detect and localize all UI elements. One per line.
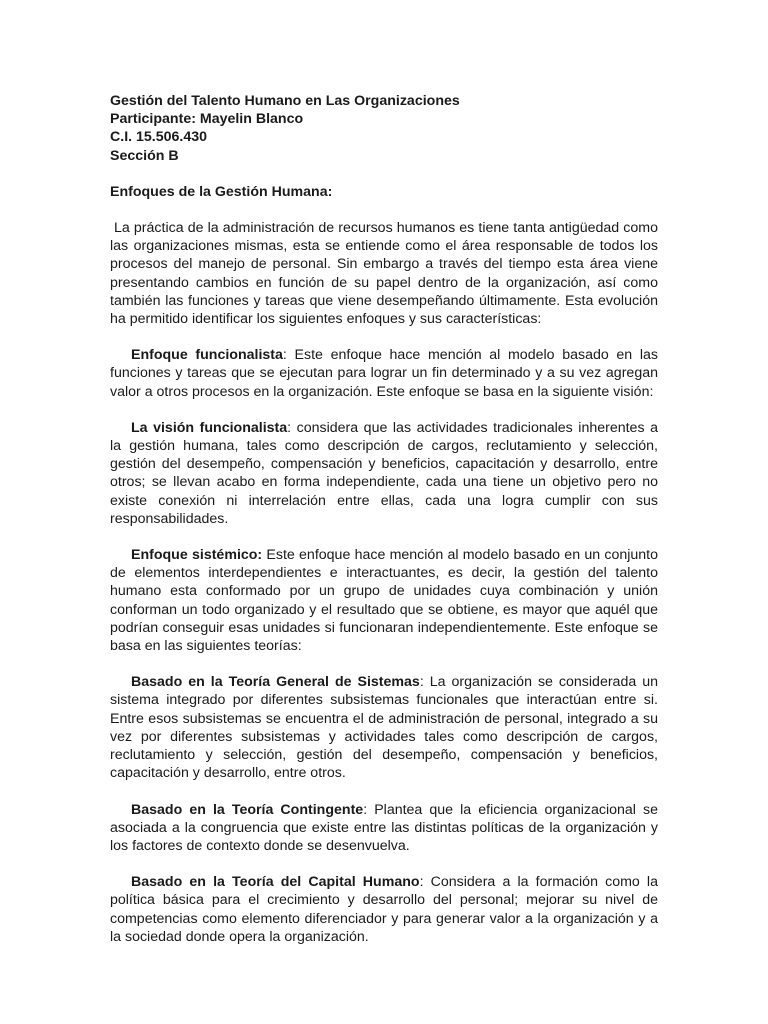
term-text: : considera que las actividades tradicionales inherentes a la gestión humana, tales como descripción de cargos, reclutamiento y selección, gestión del desempeño, compensación y beneficios, capacitación y desarrollo, entre otros; se llevan acabo en forma independiente, cada una tiene un objetivo pero no existe conexión ni interrelación entre ellas, cada una logra cumplir con sus responsabilidades.: [110, 419, 658, 527]
section-line: Sección B: [110, 147, 179, 164]
term-label: Enfoque sistémico:: [131, 547, 263, 564]
term-text: Este enfoque hace mención al modelo basado en un conjunto de elementos interdependientes e interactuantes, es decir, la gestión del talento humano esta conformado por un grupo de unidades cuya combinación y unión conforman un todo organizado y el resultado que se obtiene, es mayor que aquél que podrían conseguir esas unidades si funcionaran independientemente. Este enfoque se basa en las siguientes teorías:: [110, 547, 658, 655]
term-text: : Plantea que la eficiencia organizacional se asociada a la congruencia que existe entre las distintas políticas de la organización y los factores de contexto donde se desenvuelva.: [110, 801, 658, 854]
participant-line: Participante: Mayelin Blanco: [110, 111, 304, 128]
term-text: : La organización se considerada un sistema integrado por diferentes subsistemas funcionales que interactúan entre si. Entre esos subsistemas se encuentra el de administración de personal, integrado a su vez por diferentes subsistemas y actividades tales como descripción de cargos, reclutamiento y selección, gestión del desempeño, compensación y beneficios, capacitación y desarrollo, entre otros.: [110, 674, 658, 782]
document-page: [110, 92, 658, 946]
document-title: Gestión del Talento Humano en Las Organizaciones: [110, 93, 460, 109]
term-label: Basado en la Teoría Contingente: [131, 801, 364, 818]
term-label: La visión funcionalista: [131, 419, 288, 436]
ci-line: C.I. 15.506.430: [110, 129, 208, 146]
paragraph-enfoque-sistemico: [110, 546, 658, 655]
term-label: Basado en la Teoría General de Sistemas: [131, 674, 420, 691]
section-heading: Enfoques de la Gestión Humana:: [110, 183, 333, 200]
term-text: : Considera a la formación como la política básica para el crecimiento y desarrollo del personal; mejorar su nivel de competencias como elemento diferenciador y para generar valor a la organización y a la sociedad donde opera la organización.: [110, 874, 658, 945]
paragraph-teoria-general-sistemas: [110, 673, 658, 782]
paragraph-vision-funcionalista: [110, 419, 658, 528]
intro-paragraph: La práctica de la administración de recursos humanos es tiene tanta antigüedad como las organizaciones mismas, esta se entiende como el área responsable de todos los procesos del manejo de personal. Sin embargo a través del tiempo esta área viene presentando cambios en función de su papel dentro de la organización, así como también las funciones y tareas que viene desempeñando últimamente. Esta evolución ha permitido identificar los siguientes enfoques y sus características:: [110, 220, 658, 328]
paragraph-teoria-capital-humano: [110, 873, 658, 946]
term-text: : Este enfoque hace mención al modelo basado en las funciones y tareas que se ejecutan para lograr un fin determinado y a su vez agregan valor a otros procesos en la organización. Este enfoque se basa en la siguiente visión:: [110, 347, 658, 400]
term-label: Basado en la Teoría del Capital Humano: [131, 874, 420, 891]
term-label: Enfoque funcionalista: [131, 347, 283, 364]
paragraph-enfoque-funcionalista: [110, 346, 658, 401]
paragraph-teoria-contingente: [110, 801, 658, 856]
